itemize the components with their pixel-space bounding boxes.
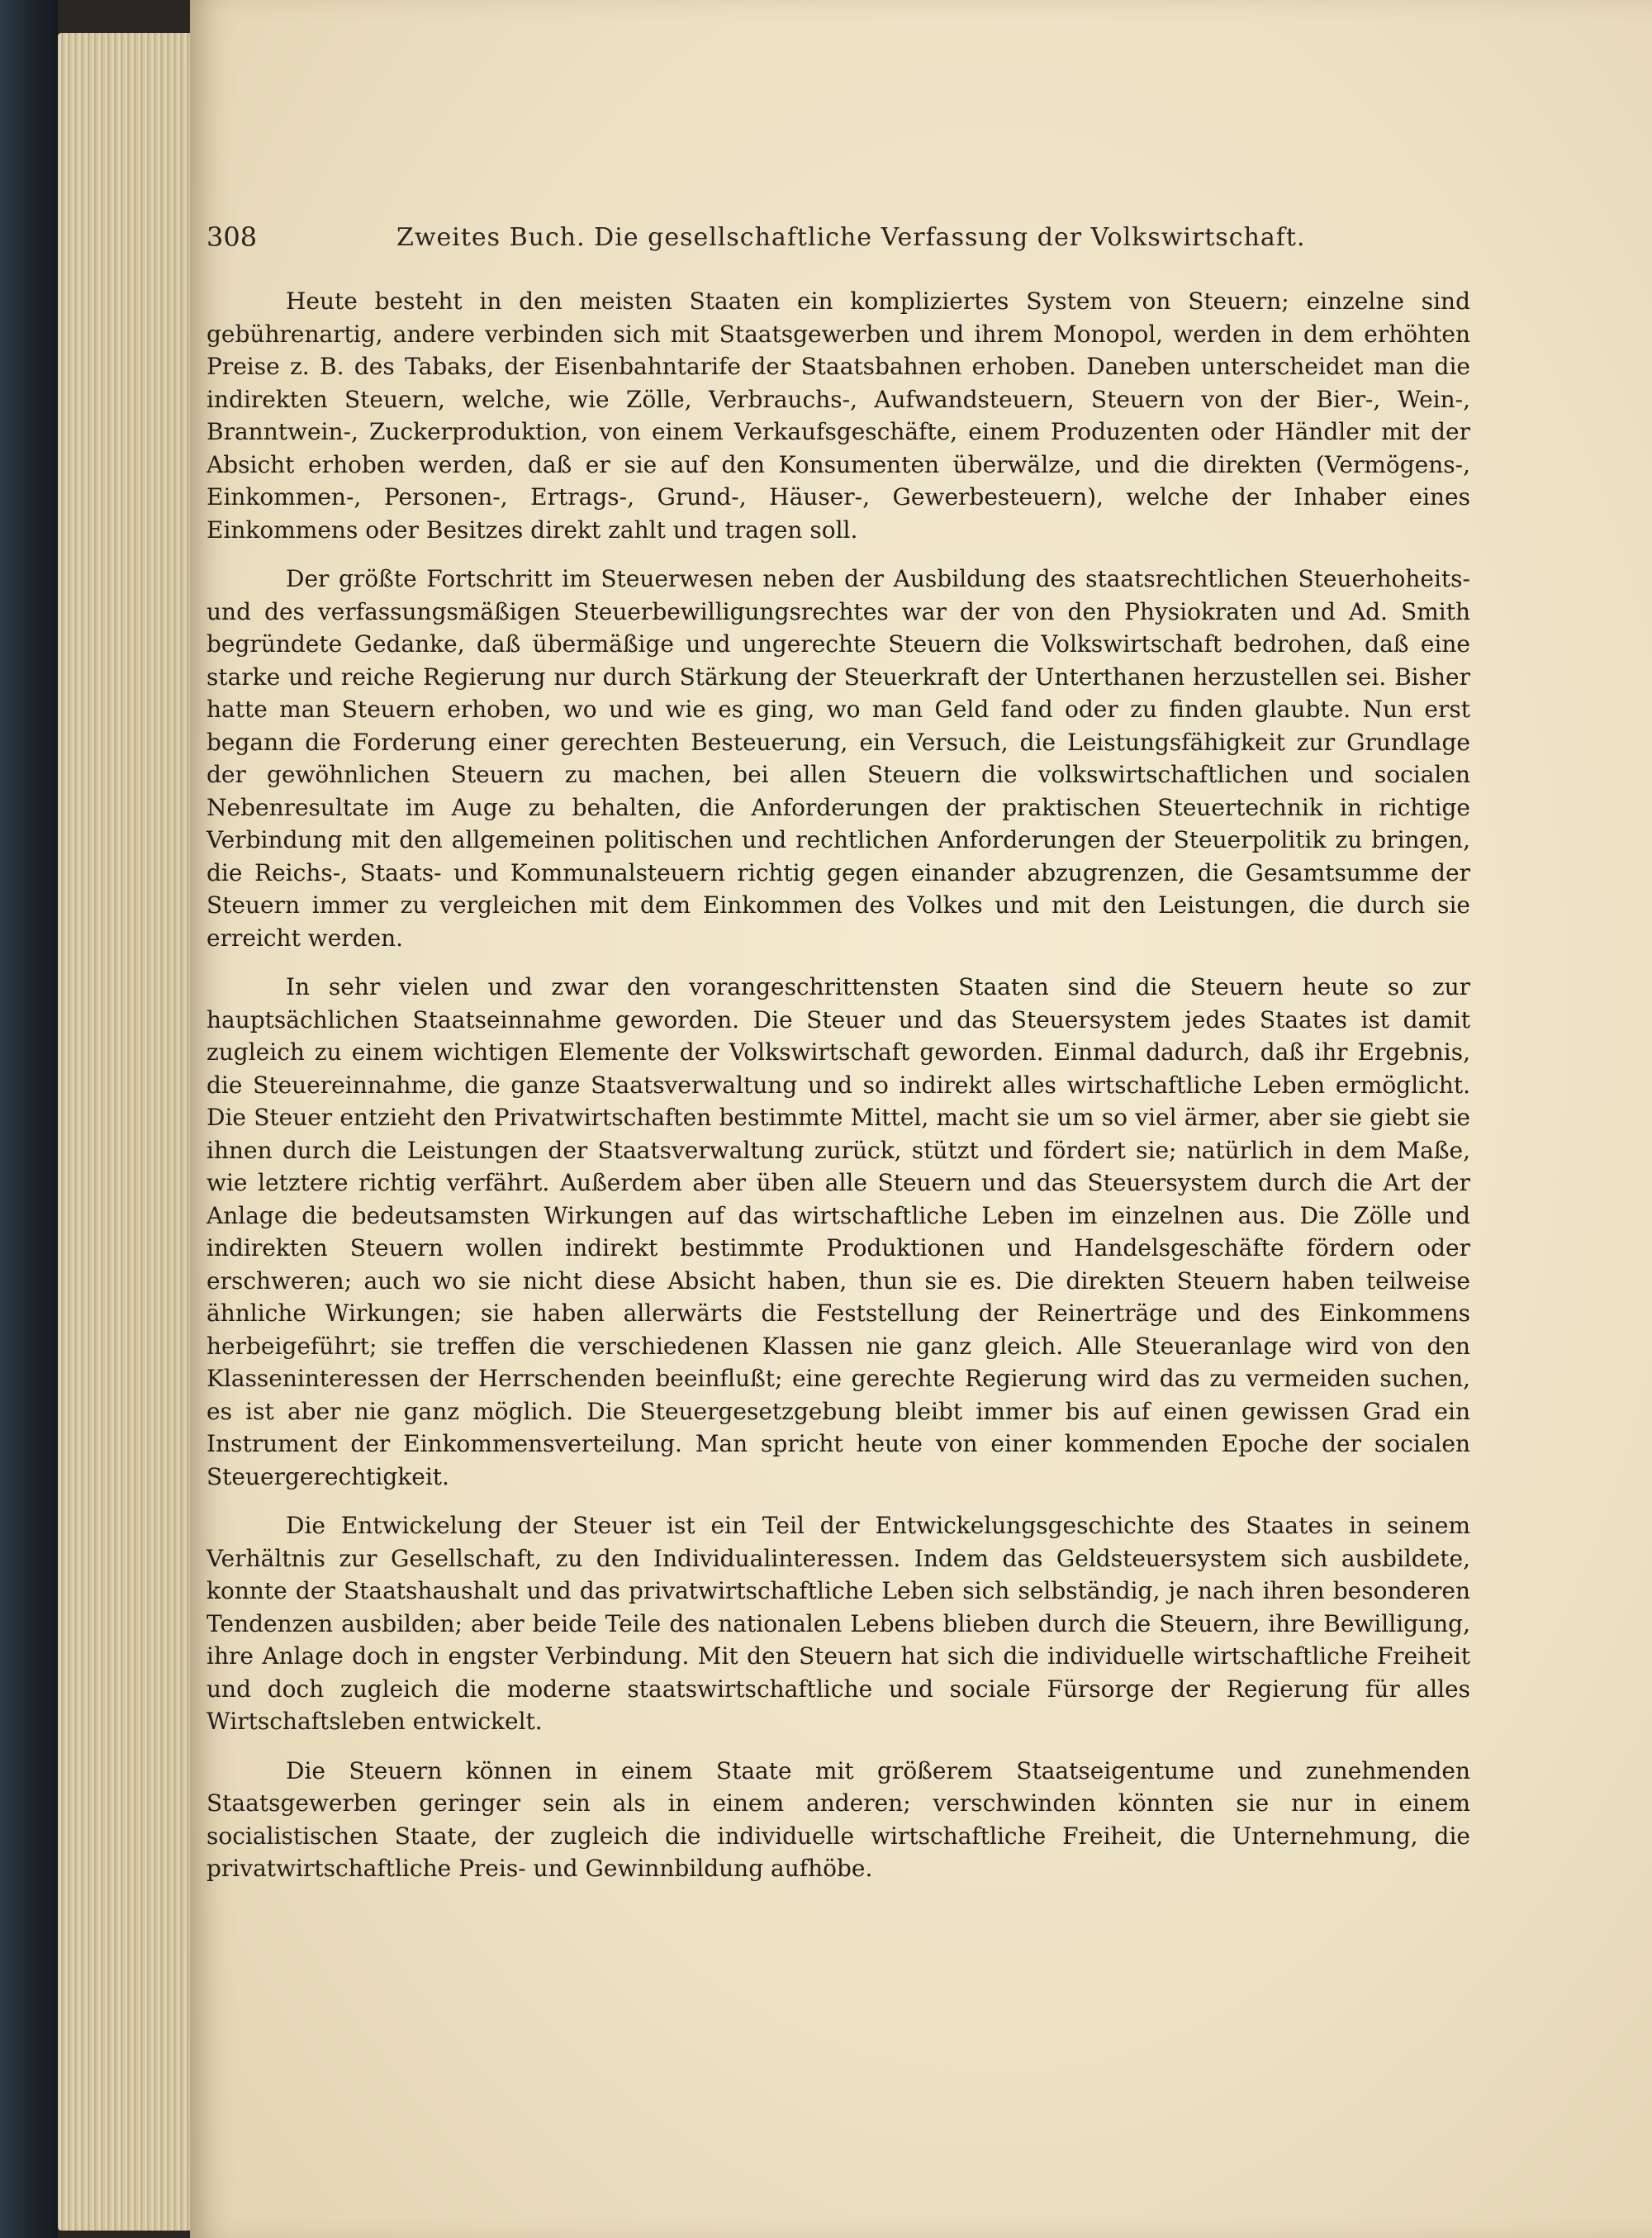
page-header bbox=[206, 221, 1317, 263]
body-text bbox=[206, 285, 1470, 1902]
running-title: Zweites Buch. Die gesellschaftliche Verfassung der Volkswirtschaft. bbox=[396, 223, 1306, 252]
page-number: 308 bbox=[206, 221, 258, 253]
book-cover-edge bbox=[0, 0, 58, 2238]
paragraph: Heute besteht in den meisten Staaten ein kompliziertes System von Steuern; einzelne sind gebührenartig, andere verbinden sich mit Staatsgewerben und ihrem Monopol, werden in dem erhöhten Preise z. B. des Tabaks, der Eisenbahntarife der Staatsbahnen erhoben. Daneben unterscheidet man die indirekten Steuern, welche, wie Zölle, Verbrauchs-, Aufwandsteuern, Steuern von der Bier-, Wein-, Branntwein-, Zuckerproduktion, von einem Verkaufsgeschäfte, einem Produzenten oder Händler mit der Absicht erhoben werden, daß er sie auf den Konsumenten überwälze, und die direkten (Vermögens-, Einkommen-, Personen-, Ertrags-, Grund-, Häuser-, Gewerbesteuern), welche der Inhaber eines Einkommens oder Besitzes direkt zahlt und tragen soll. bbox=[206, 287, 1470, 544]
paragraph: Die Steuern können in einem Staate mit größerem Staatseigentume und zunehmenden Staatsgewerben geringer sein als in einem anderen; verschwinden könnten sie nur in einem socialistischen Staate, der zugleich die individuelle wirtschaftliche Freiheit, die Unternehmung, die privatwirtschaftliche Preis- und Gewinnbildung aufhöbe. bbox=[206, 1756, 1470, 1882]
paragraph: Der größte Fortschritt im Steuerwesen neben der Ausbildung des staatsrechtlichen Steuerhoheits- und des verfassungsmäßigen Steuerbewilligungsrechtes war der von den Physiokraten und Ad. Smith begründete Gedanke, daß übermäßige und ungerechte Steuern die Volkswirtschaft bedrohen, daß eine starke und reiche Regierung nur durch Stärkung der Steuerkraft der Unterthanen herzustellen sei. Bisher hatte man Steuern erhoben, wo und wie es ging, wo man Geld fand oder zu finden glaubte. Nun erst begann die Forderung einer gerechten Besteuerung, ein Versuch, die Leistungsfähigkeit zur Grundlage der gewöhnlichen Steuern zu machen, bei allen Steuern die volkswirtschaftlichen und socialen Nebenresultate im Auge zu behalten, die Anforderungen der praktischen Steuertechnik in richtige Verbindung mit den allgemeinen politischen und rechtlichen Anforderungen der Steuerpolitik zu bringen, die Reichs-, Staats- und Kommunalsteuern richtig gegen einander abzugrenzen, die Gesamtsumme der Steuern immer zu vergleichen mit dem Einkommen des Volkes und mit den Leistungen, die durch sie erreicht werden. bbox=[206, 565, 1470, 952]
paragraph: Die Entwickelung der Steuer ist ein Teil der Entwickelungsgeschichte des Staates in seinem Verhältnis zur Gesellschaft, zu den Individualinteressen. Indem das Geldsteuersystem sich ausbildete, konnte der Staatshaushalt und das privatwirtschaftliche Leben sich selbständig, je nach ihren besonderen Tendenzen ausbilden; aber beide Teile des nationalen Lebens blieben durch die Steuern, ihre Bewilligung, ihre Anlage doch in engster Verbindung. Mit den Steuern hat sich die individuelle wirtschaftliche Freiheit und doch zugleich die moderne staatswirtschaftliche und sociale Fürsorge der Regierung für alles Wirtschaftsleben entwickelt. bbox=[206, 1512, 1470, 1735]
paragraph: In sehr vielen und zwar den vorangeschrittensten Staaten sind die Steuern heute so zur hauptsächlichen Staatseinnahme geworden. Die Steuer und das Steuersystem jedes Staates ist damit zugleich zu einem wichtigen Elemente der Volkswirtschaft geworden. Einmal dadurch, daß ihr Ergebnis, die Steuereinnahme, die ganze Staatsverwaltung und so indirekt alles wirtschaftliche Leben ermöglicht. Die Steuer entzieht den Privatwirtschaften bestimmte Mittel, macht sie um so viel ärmer, aber sie giebt sie ihnen durch die Leistungen der Staatsverwaltung zurück, stützt und fördert sie; natürlich in dem Maße, wie letztere richtig verfährt. Außerdem aber üben alle Steuern und das Steuersystem durch die Art der Anlage die bedeutsamsten Wirkungen auf das wirtschaftliche Leben im einzelnen aus. Die Zölle und indirekten Steuern wollen indirekt bestimmte Produktionen und Handelsgeschäfte fördern oder erschweren; auch wo sie nicht diese Absicht haben, thun sie es. Die direkten Steuern haben teilweise ähnliche Wirkungen; sie haben allerwärts die Feststellung der Reinerträge und des Einkommens herbeigeführt; sie treffen die verschiedenen Klassen nie ganz gleich. Alle Steueranlage wird von den Klasseninteressen der Herrschenden beeinflußt; eine gerechte Regierung wird das zu vermeiden suchen, es ist aber nie ganz möglich. Die Steuergesetzgebung bleibt immer bis auf einen gewissen Grad ein Instrument der Einkommensverteilung. Man spricht heute von einer kommenden Epoche der socialen Steuergerechtigkeit. bbox=[206, 973, 1470, 1490]
page-edges bbox=[58, 33, 211, 2231]
